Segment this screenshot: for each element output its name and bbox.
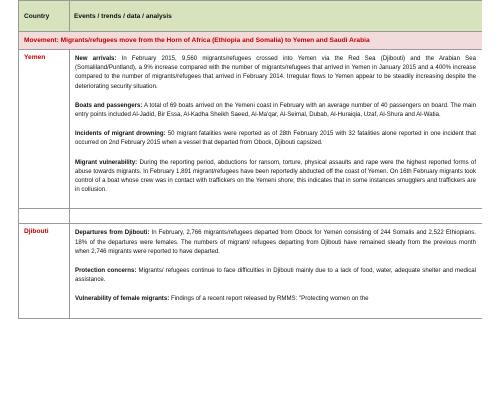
table-row xyxy=(19,50,483,209)
paragraph-heading: Migrant vulnerability: xyxy=(75,158,138,166)
paragraph-text: A total of 69 boats arrived on the Yemeni coast in February with an average number of 40 passengers on board. The main entry points included Al-Jadid, Bir Essa, Al-Kadha Sheikh Saeed, Al-Ma'qar, Al-Seimal, Dubab, Al-Huraiqia, Uzaf, Al-Shura and Al-Watia. xyxy=(75,101,476,119)
spacer-cell xyxy=(19,209,70,224)
paragraph-text: Findings of a recent report released by RMMS: "Protecting women on the xyxy=(169,295,369,303)
events-cell xyxy=(70,224,483,318)
paragraph xyxy=(75,54,476,91)
paragraph-heading: New arrivals: xyxy=(75,55,117,62)
movement-band-row xyxy=(19,32,483,50)
paragraph xyxy=(75,101,476,119)
table-row xyxy=(19,224,483,318)
paragraph-text: In February 2015, 9,560 migrants/refugees crossed into Yemen via the Red Sea (Djibouti) and the Arabian Sea (Somaliland/Puntland), a 9% increase compared with the number of migrants/refugees that arrived in Yemen in January 2015 and a 400% increase compared to the number of migrants/refugees that arrived in February 2014. Irregular flows to Yemen appear to be steadily increasing despite the deteriorating security situation. xyxy=(75,55,476,90)
spacer-row xyxy=(19,209,483,224)
paragraph-heading: Departures from Djibouti: xyxy=(75,229,150,237)
paragraph-text: Migrants/ refugees continue to face difficulties in Djibouti mainly due to a lack of food, water, adequate shelter and medical assistance. xyxy=(75,267,476,284)
paragraph xyxy=(75,129,476,147)
header-country: Country xyxy=(19,1,70,32)
paragraph xyxy=(75,266,476,284)
paragraph-heading: Boats and passengers: xyxy=(75,101,143,109)
paragraph-text: In February, 2,766 migrants/refugees departed from Obock for Yemen consisting of 244 Somalis and 2,522 Ethiopians. 18% of the departures were females. The numbers of migrant/ refugees departing from Djibouti have remained steady from the previous month when 2,746 migrants were reported to have departed. xyxy=(75,229,476,255)
paragraph xyxy=(75,294,476,303)
document-page xyxy=(18,0,482,400)
events-cell xyxy=(70,50,483,209)
paragraph-heading: Incidents of migrant drowning: xyxy=(75,130,166,138)
paragraph-heading: Protection concerns: xyxy=(75,267,137,275)
table-header-row xyxy=(19,1,483,32)
country-cell: Yemen xyxy=(19,50,70,209)
country-cell: Djibouti xyxy=(19,224,70,318)
paragraph xyxy=(75,228,476,256)
paragraph-text: 50 migrant fatalities were reported as of 28th February 2015 with 32 fatalities alone reported in one incident that occurred on 2nd February 2015 when a vessel that departed from Obock, Djibouti capsized. xyxy=(75,130,477,147)
events-table xyxy=(18,0,482,319)
paragraph-heading: Vulnerability of female migrants: xyxy=(75,295,170,303)
paragraph-text: During the reporting period, abductions for ransom, torture, physical assaults and rape were the highest reported forms of abuse towards migrants. In February 1,891 migrant/refugees have been reportedly abducted off the coast of Yemen. On 16th February migrants took control of a boat whose crew was in contact with traffickers on the Yemeni shore; this indicates that in some instances smugglers and traffickers are in collusion. xyxy=(75,158,477,194)
paragraph xyxy=(75,158,476,195)
movement-band: Movement: Migrants/refugees move from the Horn of Africa (Ethiopia and Somalia) to Yemen and Saudi Arabia xyxy=(19,32,483,50)
spacer-cell xyxy=(70,209,483,224)
header-events: Events / trends / data / analysis xyxy=(70,1,483,32)
